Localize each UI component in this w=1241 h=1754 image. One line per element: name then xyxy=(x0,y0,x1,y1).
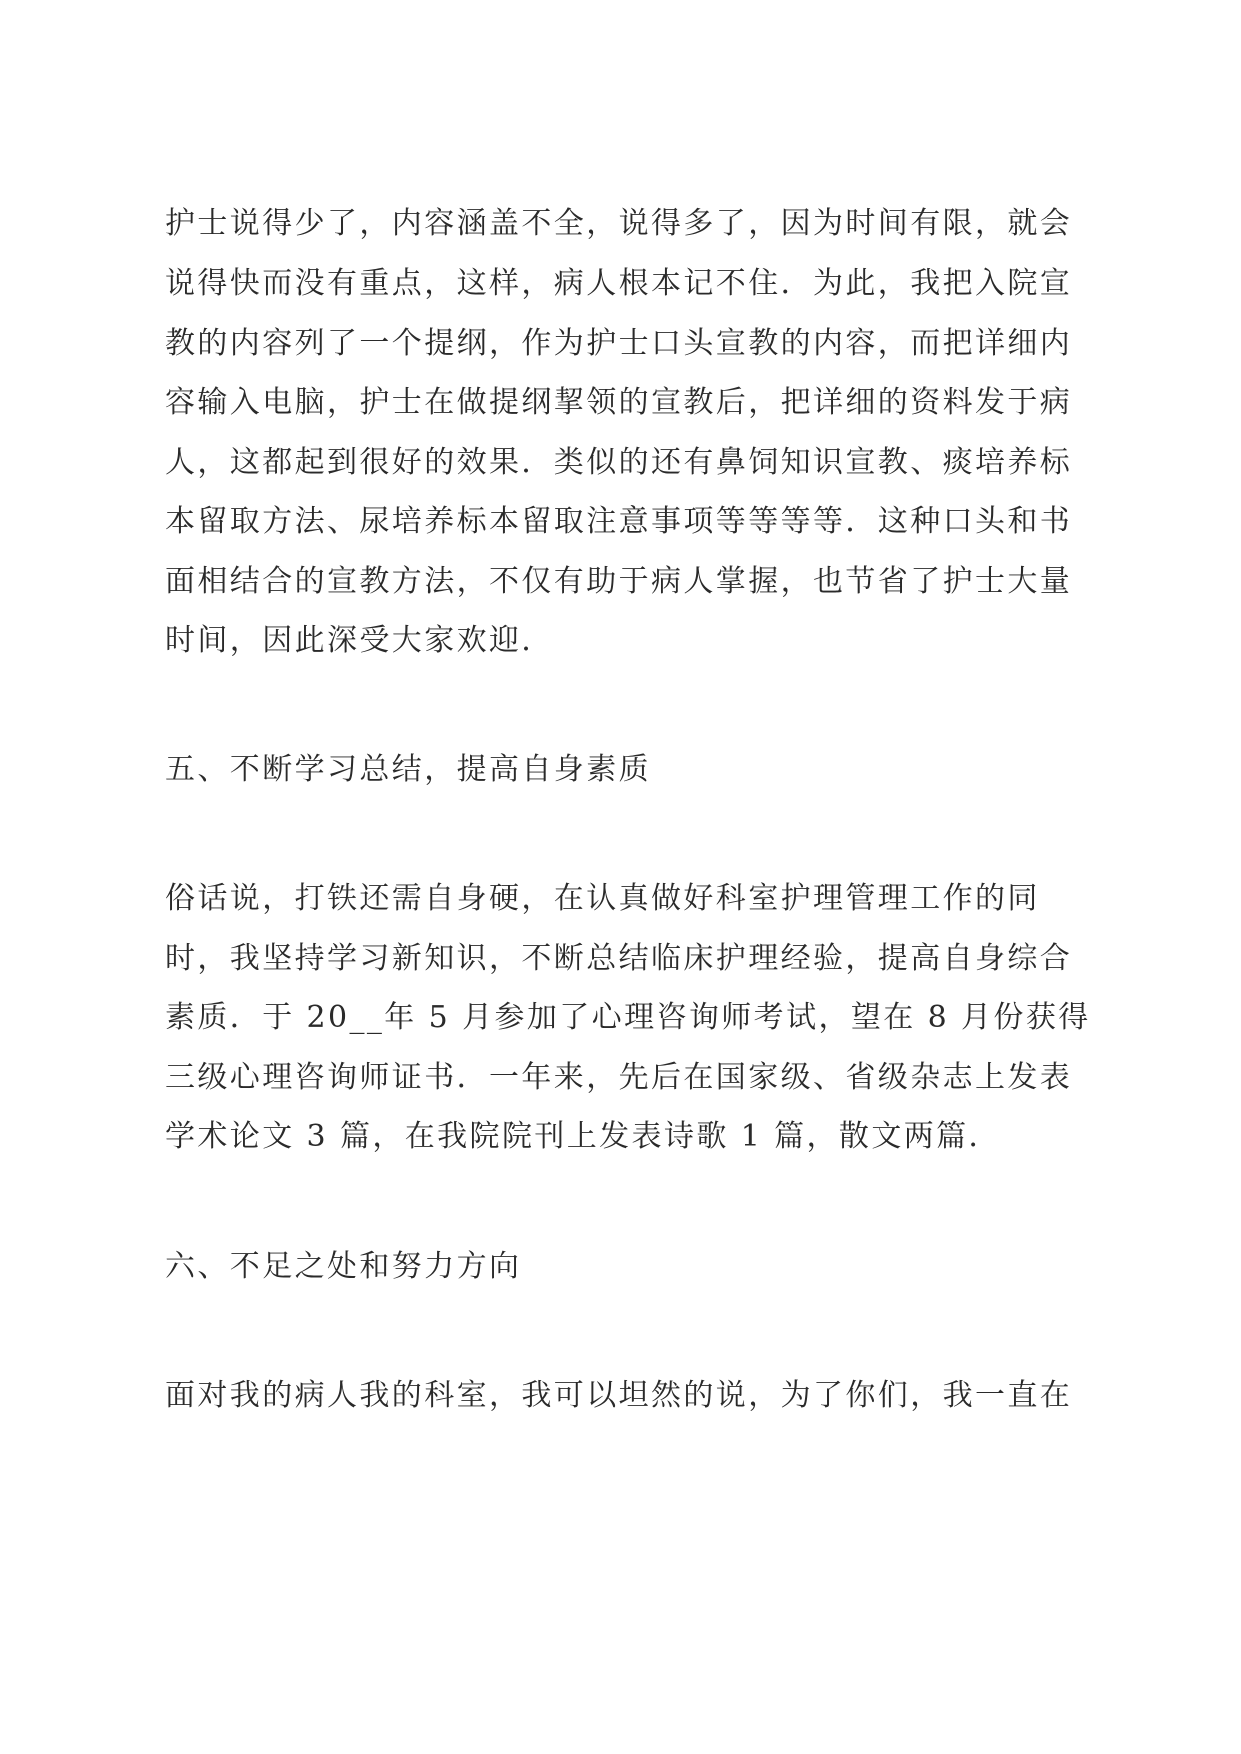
paragraph-2-line-2: 时，我坚持学习新知识，不断总结临床护理经验，提高自身综合 xyxy=(165,941,1073,976)
paragraph-1-line-1: 护士说得少了，内容涵盖不全，说得多了，因为时间有限，就会 xyxy=(165,206,1073,241)
paragraph-2-line-1: 俗话说，打铁还需自身硬，在认真做好科室护理管理工作的同 xyxy=(165,881,1040,916)
paragraph-1-line-4: 容输入电脑，护士在做提纲挈领的宣教后，把详细的资料发于病 xyxy=(165,385,1073,420)
paragraph-2-line-5: 学术论文 3 篇，在我院院刊上发表诗歌 1 篇，散文两篇． xyxy=(165,1119,1001,1154)
paragraph-1-line-7: 面相结合的宣教方法，不仅有助于病人掌握，也节省了护士大量 xyxy=(165,564,1073,599)
section-heading-5: 五、不断学习总结，提高自身素质 xyxy=(165,752,651,787)
paragraph-1-line-5: 人，这都起到很好的效果．类似的还有鼻饲知识宣教、痰培养标 xyxy=(165,445,1073,480)
paragraph-2-line-4: 三级心理咨询师证书．一年来，先后在国家级、省级杂志上发表 xyxy=(165,1060,1073,1095)
paragraph-3-line-1: 面对我的病人我的科室，我可以坦然的说，为了你们，我一直在 xyxy=(165,1378,1073,1413)
section-heading-6: 六、不足之处和努力方向 xyxy=(165,1249,522,1284)
paragraph-2-line-3: 素质．于 20__年 5 月参加了心理咨询师考试，望在 8 月份获得 xyxy=(165,1000,1091,1035)
paragraph-1-line-2: 说得快而没有重点，这样，病人根本记不住．为此，我把入院宣 xyxy=(165,266,1073,301)
paragraph-1-line-8: 时间，因此深受大家欢迎． xyxy=(165,623,554,658)
paragraph-1-line-6: 本留取方法、尿培养标本留取注意事项等等等等．这种口头和书 xyxy=(165,504,1073,539)
paragraph-1-line-3: 教的内容列了一个提纲，作为护士口头宣教的内容，而把详细内 xyxy=(165,326,1073,361)
